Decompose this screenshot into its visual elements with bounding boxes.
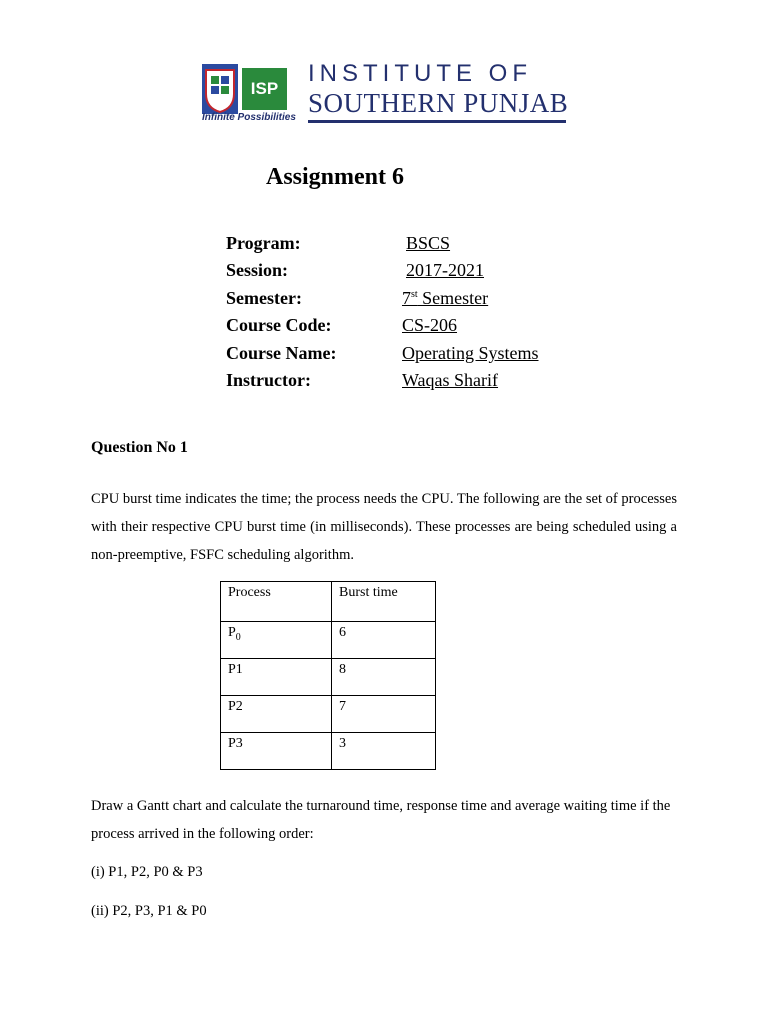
process-cell: P1 (221, 659, 332, 696)
semester-suffix: st (411, 289, 418, 300)
process-cell: P2 (221, 696, 332, 733)
info-value (402, 288, 488, 309)
info-label: Program: (226, 233, 301, 253)
process-cell: P3 (221, 733, 332, 770)
table-row (221, 659, 436, 696)
info-value: BSCS (406, 233, 451, 253)
burst-cell: 3 (332, 733, 436, 770)
info-value: CS-206 (402, 315, 458, 335)
burst-cell: 8 (332, 659, 436, 696)
info-label: Course Name: (226, 343, 337, 363)
institute-name-line2: SOUTHERN PUNJAB (308, 88, 569, 118)
question-intro: CPU burst time indicates the time; the process needs the CPU. The following are the set of processes with their respective CPU burst time (in milliseconds). These processes are being scheduled using a non-preemptive, FSFC scheduling algorithm. (91, 491, 677, 563)
arrival-order-2: (ii) P2, P3, P1 & P0 (91, 903, 207, 919)
info-label: Session: (226, 260, 289, 280)
info-label: Instructor: (226, 370, 311, 390)
question-instruction: Draw a Gantt chart and calculate the turnaround time, response time and average waiting time if the process arrived in the following order: (91, 798, 671, 842)
info-value: Waqas Sharif (402, 370, 499, 390)
semester-number: 7 (402, 288, 411, 308)
table-row (221, 622, 436, 659)
burst-cell: 7 (332, 696, 436, 733)
table-row (221, 696, 436, 733)
process-table (220, 581, 436, 770)
crest-icon (202, 64, 238, 114)
burst-cell: 6 (332, 622, 436, 659)
question-heading: Question No 1 (91, 439, 188, 456)
institute-logo (198, 60, 568, 128)
info-value: 2017-2021 (406, 260, 484, 280)
logo-initials: ISP (242, 68, 287, 110)
institute-name-line1: INSTITUTE OF (308, 60, 532, 87)
assignment-title: Assignment 6 (266, 164, 405, 190)
logo-divider (308, 120, 566, 123)
info-label: Course Code: (226, 315, 332, 335)
table-row (221, 733, 436, 770)
table-header-cell: Process (221, 582, 332, 622)
process-cell (221, 622, 332, 659)
info-label: Semester: (226, 288, 302, 308)
arrival-order-1: (i) P1, P2, P0 & P3 (91, 864, 203, 880)
info-value: Operating Systems (402, 343, 539, 363)
logo-tagline: Infinite Possibilities (202, 112, 296, 123)
table-header-cell: Burst time (332, 582, 436, 622)
process-subscript: 0 (235, 631, 241, 643)
process-name: P (228, 625, 236, 640)
table-header-row (221, 582, 436, 622)
semester-text: Semester (417, 288, 489, 308)
